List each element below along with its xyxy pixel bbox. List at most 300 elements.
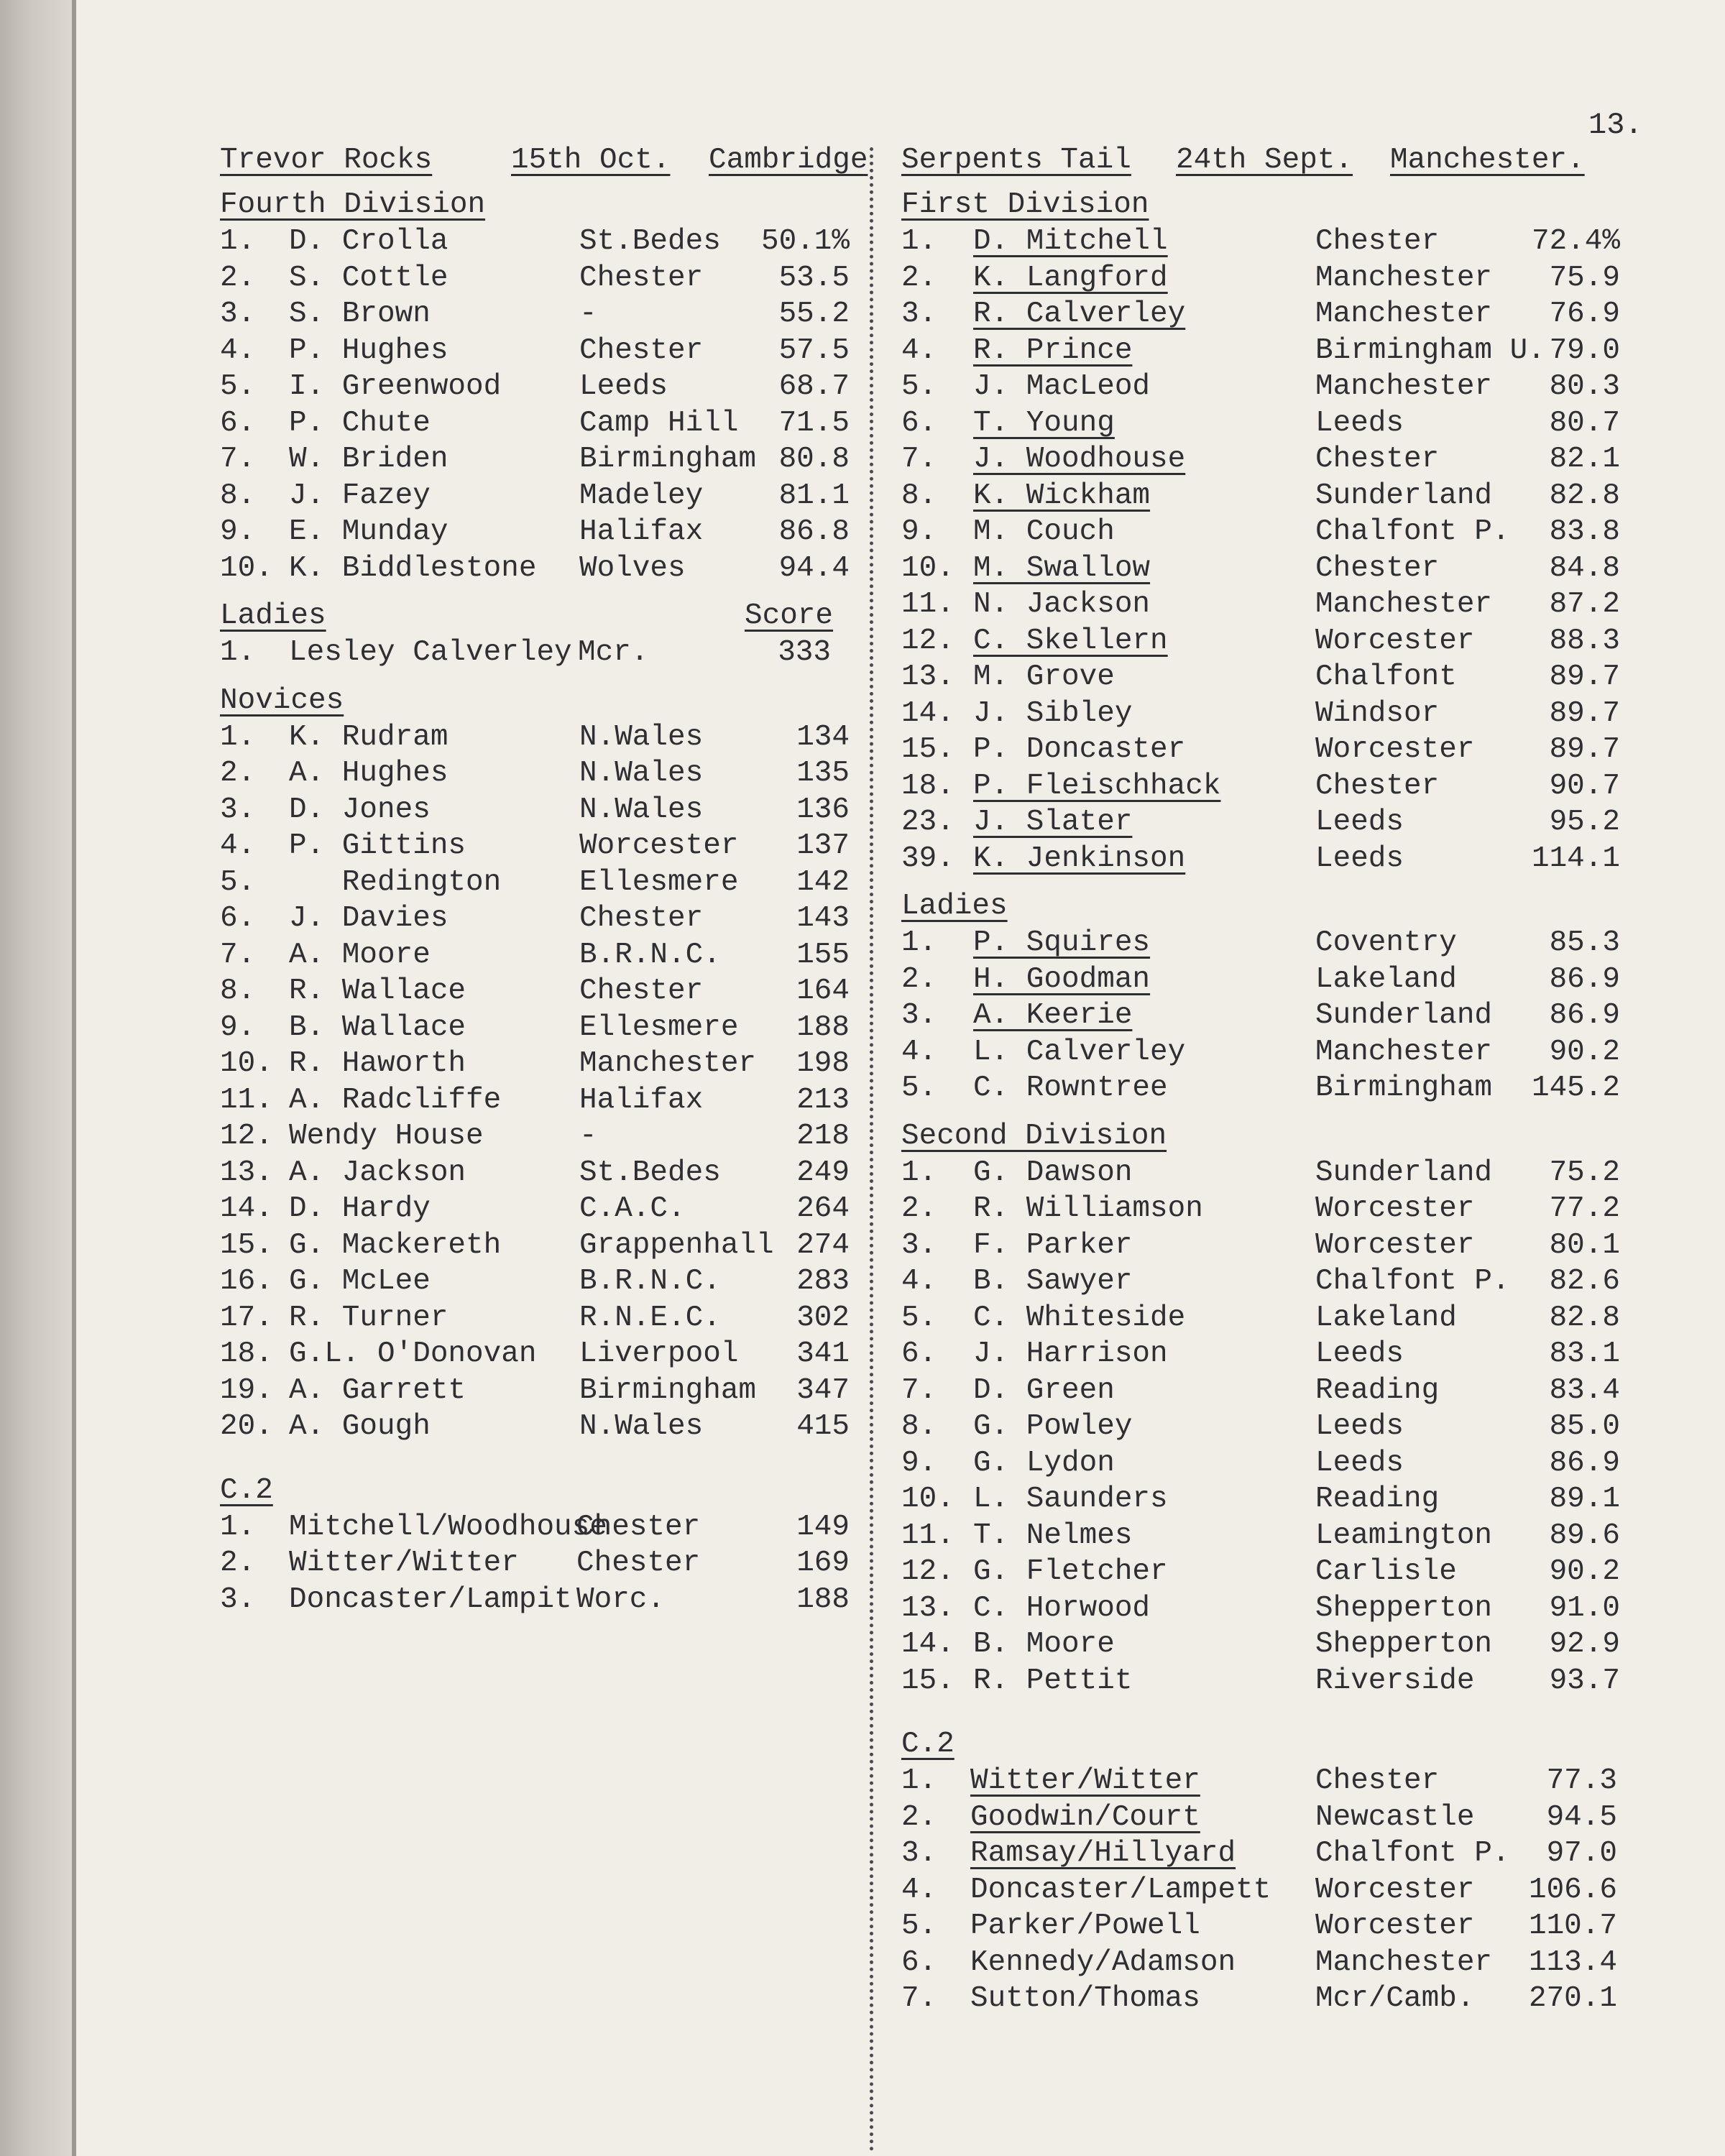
row-pos: 9. (220, 515, 256, 548)
table-row (901, 1835, 1649, 1872)
row-name: Witter/Witter (289, 1547, 519, 1580)
left-column (220, 144, 868, 1618)
right-venue: Serpents Tail (901, 144, 1131, 177)
row-club: Liverpool (579, 1337, 739, 1370)
row-score: 93.7 (1549, 1664, 1620, 1697)
row-pos: 4. (901, 1035, 937, 1069)
row-score: 83.1 (1549, 1337, 1620, 1370)
row-name: Goodwin/Court (970, 1800, 1200, 1834)
first-division-heading: First Division (901, 188, 1149, 221)
row-score: 85.3 (1549, 926, 1620, 959)
row-score: 90.2 (1549, 1035, 1620, 1069)
table-row (220, 550, 860, 587)
row-club: Chester (576, 1547, 701, 1580)
row-pos: 10. (220, 1047, 273, 1080)
row-pos: 6. (220, 902, 256, 935)
table-row (220, 1509, 860, 1546)
row-club: Camp Hill (579, 406, 739, 440)
row-score: 134 (796, 720, 850, 754)
row-pos: 1. (220, 720, 256, 754)
table-row (220, 333, 860, 369)
row-club: St.Bedes (579, 225, 721, 258)
table-row (901, 260, 1649, 297)
row-score: 82.8 (1549, 479, 1620, 512)
row-score: 415 (796, 1410, 850, 1443)
row-club: Reading (1315, 1483, 1440, 1516)
left-date: 15th Oct. (511, 144, 671, 177)
row-name: Parker/Powell (970, 1909, 1200, 1943)
row-score: 82.6 (1549, 1265, 1620, 1298)
row-name: S. Cottle (289, 261, 448, 295)
row-pos: 10. (901, 551, 954, 585)
row-score: 137 (796, 829, 850, 862)
left-venue: Trevor Rocks (220, 144, 433, 177)
row-name: W. Briden (289, 443, 448, 476)
row-club: Chester (579, 975, 704, 1008)
table-row (901, 1800, 1649, 1836)
row-score: 135 (796, 757, 850, 790)
table-row (901, 998, 1649, 1034)
table-row (220, 1373, 860, 1409)
row-score: 89.7 (1549, 660, 1620, 694)
table-row (220, 1263, 860, 1300)
row-score: 149 (796, 1510, 850, 1544)
row-club: Manchester (1315, 588, 1493, 621)
row-name: G. McLee (289, 1265, 431, 1298)
row-name: I. Greenwood (289, 370, 502, 403)
row-pos: 5. (901, 1301, 937, 1335)
table-row (901, 1445, 1649, 1482)
row-score: 77.2 (1549, 1192, 1620, 1225)
row-club: St.Bedes (579, 1156, 721, 1189)
row-name: A. Jackson (289, 1156, 466, 1189)
row-score: 155 (796, 938, 850, 972)
row-pos: 12. (220, 1120, 273, 1153)
row-pos: 19. (220, 1373, 273, 1407)
row-name: J. Sibley (973, 696, 1133, 730)
row-club: Sunderland (1315, 479, 1493, 512)
row-pos: 1. (901, 1764, 937, 1797)
row-pos: 2. (901, 962, 937, 996)
row-score: 145.2 (1531, 1072, 1620, 1105)
row-score: 249 (796, 1156, 850, 1189)
table-row (220, 1336, 860, 1373)
row-score: 90.7 (1549, 769, 1620, 803)
row-name: Doncaster/Lampit (289, 1583, 572, 1616)
row-name: A. Garrett (289, 1373, 466, 1407)
table-row (901, 478, 1649, 515)
table-row (220, 865, 860, 901)
row-name: Kennedy/Adamson (970, 1945, 1236, 1979)
row-pos: 7. (220, 938, 256, 972)
row-name: G.L. O'Donovan (289, 1337, 537, 1370)
row-score: 91.0 (1549, 1591, 1620, 1625)
row-name: J. Fazey (289, 479, 431, 512)
row-name: D. Mitchell (973, 225, 1168, 258)
row-club: Mcr. (578, 636, 649, 669)
row-name: P. Gittins (289, 829, 466, 862)
row-score: 143 (796, 902, 850, 935)
row-pos: 6. (901, 406, 937, 440)
row-club: Reading (1315, 1373, 1440, 1407)
fourth-division-heading: Fourth Division (220, 188, 486, 221)
row-club: Newcastle (1315, 1800, 1475, 1834)
row-club: Chalfont P. (1315, 1265, 1510, 1298)
right-host-club: Manchester. (1390, 144, 1585, 177)
row-pos: 14. (901, 696, 954, 730)
table-row (901, 1263, 1649, 1300)
row-score: 72.4% (1531, 225, 1620, 258)
row-pos: 15. (220, 1228, 273, 1262)
row-name: A. Hughes (289, 757, 448, 790)
table-row (901, 1155, 1649, 1192)
row-pos: 11. (901, 1519, 954, 1552)
table-row (220, 900, 860, 937)
row-club: Shepperton (1315, 1628, 1493, 1661)
row-score: 164 (796, 975, 850, 1008)
row-club: N.Wales (579, 757, 704, 790)
row-score: 84.8 (1549, 551, 1620, 585)
row-name: R. Turner (289, 1301, 448, 1335)
row-pos: 2. (901, 1800, 937, 1834)
row-name: R. Prince (973, 333, 1133, 367)
table-row (220, 296, 860, 333)
row-pos: 8. (901, 1410, 937, 1443)
row-name: J. Slater (973, 806, 1133, 839)
row-score: 80.3 (1549, 370, 1620, 403)
row-pos: 4. (220, 829, 256, 862)
row-score: 57.5 (778, 333, 850, 367)
row-club: Chester (576, 1510, 701, 1544)
row-name: A. Keerie (973, 999, 1133, 1032)
row-name: R. Wallace (289, 975, 466, 1008)
row-name: E. Munday (289, 515, 448, 548)
row-club: B.R.N.C. (579, 1265, 721, 1298)
table-row (901, 841, 1649, 877)
row-name: C. Whiteside (973, 1301, 1186, 1335)
row-name: R. Williamson (973, 1192, 1203, 1225)
row-club: Leeds (1315, 1410, 1404, 1443)
row-club: Birmingham (1315, 1072, 1493, 1105)
row-score: 114.1 (1531, 842, 1620, 875)
row-name: F. Parker (973, 1228, 1133, 1262)
row-club: Chalfont P. (1315, 515, 1510, 548)
table-row (901, 1300, 1649, 1337)
table-row (220, 1046, 860, 1082)
table-row (220, 1155, 860, 1192)
table-row (220, 1582, 860, 1618)
row-club: Birmingham U. (1315, 333, 1545, 367)
table-row (220, 478, 860, 515)
row-pos: 39. (901, 842, 954, 875)
row-score: 110.7 (1528, 1909, 1617, 1943)
table-row (220, 973, 860, 1010)
table-row (220, 937, 860, 974)
row-score: 90.2 (1549, 1555, 1620, 1588)
row-club: Worcester (579, 829, 739, 862)
row-score: 75.2 (1549, 1156, 1620, 1189)
page-fold-line (72, 0, 76, 2156)
row-pos: 1. (901, 926, 937, 959)
row-club: Chester (579, 902, 704, 935)
row-pos: 12. (901, 1555, 954, 1588)
table-row (901, 1590, 1649, 1627)
row-score: 302 (796, 1301, 850, 1335)
row-score: 270.1 (1528, 1982, 1617, 2015)
table-row (901, 1518, 1649, 1554)
right-c2-table (901, 1763, 1649, 2017)
table-row (220, 792, 860, 829)
row-name: K. Jenkinson (973, 842, 1186, 875)
row-pos: 2. (220, 757, 256, 790)
row-name: R. Pettit (973, 1664, 1133, 1697)
row-club: Birmingham (579, 1373, 757, 1407)
row-club: Mcr/Camb. (1315, 1982, 1475, 2015)
table-row (901, 925, 1649, 962)
row-pos: 20. (220, 1410, 273, 1443)
novices-table (220, 719, 860, 1445)
table-row (220, 1545, 860, 1582)
row-score: 83.8 (1549, 515, 1620, 548)
row-score: 53.5 (778, 261, 850, 295)
row-pos: 3. (901, 298, 937, 331)
left-c2-table (220, 1509, 860, 1618)
row-club: Lakeland (1315, 962, 1457, 996)
table-row (901, 1554, 1649, 1590)
row-score: 188 (796, 1583, 850, 1616)
row-pos: 9. (901, 515, 937, 548)
row-club: Halifax (579, 1083, 704, 1117)
row-score: 106.6 (1528, 1873, 1617, 1907)
left-c2-heading: C.2 (220, 1473, 273, 1507)
row-name: B. Wallace (289, 1010, 466, 1044)
row-name: K. Biddlestone (289, 551, 537, 585)
row-name: G. Fletcher (973, 1555, 1168, 1588)
row-score: 85.0 (1549, 1410, 1620, 1443)
table-row (220, 719, 860, 756)
row-pos: 3. (901, 999, 937, 1032)
row-pos: 1. (901, 225, 937, 258)
table-row (901, 296, 1649, 333)
right-date: 24th Sept. (1176, 144, 1353, 177)
table-row (901, 732, 1649, 768)
row-score: 95.2 (1549, 806, 1620, 839)
table-row (901, 1191, 1649, 1227)
row-name: L. Calverley (973, 1035, 1186, 1069)
row-name: D. Crolla (289, 225, 448, 258)
row-score: 80.7 (1549, 406, 1620, 440)
row-pos: 7. (901, 443, 937, 476)
right-ladies-table (901, 925, 1649, 1107)
row-score: 89.1 (1549, 1483, 1620, 1516)
row-club: C.A.C. (579, 1192, 686, 1225)
row-club: Leeds (1315, 806, 1404, 839)
row-name: P. Chute (289, 406, 431, 440)
row-club: Ellesmere (579, 1010, 739, 1044)
row-name: G. Mackereth (289, 1228, 502, 1262)
table-row (220, 1082, 860, 1119)
row-club: B.R.N.C. (579, 938, 721, 972)
table-row (901, 1981, 1649, 2017)
table-row (901, 1763, 1649, 1800)
row-club: Chester (1315, 551, 1440, 585)
row-name: J. Davies (289, 902, 448, 935)
fourth-division-table (220, 224, 860, 586)
row-pos: 8. (901, 479, 937, 512)
row-club: Coventry (1315, 926, 1457, 959)
row-name: Ramsay/Hillyard (970, 1837, 1236, 1870)
row-club: R.N.E.C. (579, 1301, 721, 1335)
row-name: A. Radcliffe (289, 1083, 502, 1117)
left-event-header (220, 144, 868, 187)
row-score: 341 (796, 1337, 850, 1370)
row-name: L. Saunders (973, 1483, 1168, 1516)
row-name: C. Skellern (973, 624, 1168, 658)
table-row (901, 1336, 1649, 1373)
novices-heading: Novices (220, 683, 344, 717)
row-name: B. Sawyer (973, 1265, 1133, 1298)
row-score: 80.1 (1549, 1228, 1620, 1262)
row-club: Chalfont P. (1315, 1837, 1510, 1870)
table-row (220, 369, 860, 405)
row-pos: 7. (220, 443, 256, 476)
row-name: D. Jones (289, 793, 431, 826)
row-club: Worcester (1315, 1228, 1475, 1262)
row-club: Lakeland (1315, 1301, 1457, 1335)
row-score: 142 (796, 865, 850, 899)
row-score: 55.2 (778, 298, 850, 331)
row-score: 86.9 (1549, 999, 1620, 1032)
row-name: J. MacLeod (973, 370, 1151, 403)
row-name: C. Rowntree (973, 1072, 1168, 1105)
row-club: Manchester (1315, 370, 1493, 403)
table-row (901, 441, 1649, 478)
table-row (901, 768, 1649, 805)
row-club: Carlisle (1315, 1555, 1457, 1588)
row-club: Chester (579, 333, 704, 367)
row-score: 136 (796, 793, 850, 826)
left-ladies-table (220, 635, 860, 671)
row-score: 87.2 (1549, 588, 1620, 621)
row-name: G. Lydon (973, 1446, 1115, 1480)
row-pos: 11. (901, 588, 954, 621)
row-club: Windsor (1315, 696, 1440, 730)
row-pos: 9. (901, 1446, 937, 1480)
table-row (901, 696, 1649, 732)
row-club: Leeds (1315, 1446, 1404, 1480)
page-binding-edge (0, 0, 76, 2156)
row-pos: 10. (901, 1483, 954, 1516)
row-name: P. Fleischhack (973, 769, 1221, 803)
row-score: 77.3 (1546, 1764, 1617, 1797)
row-name: A. Moore (289, 938, 431, 972)
row-club: Sunderland (1315, 1156, 1493, 1189)
row-name: N. Jackson (973, 588, 1151, 621)
table-row (901, 1034, 1649, 1071)
row-pos: 1. (220, 225, 256, 258)
table-row (901, 224, 1649, 260)
row-name: G. Powley (973, 1410, 1133, 1443)
row-pos: 6. (901, 1945, 937, 1979)
table-row (901, 1373, 1649, 1409)
row-name: B. Moore (973, 1628, 1115, 1661)
table-row (901, 586, 1649, 623)
row-club: Chester (1315, 769, 1440, 803)
row-name: R. Haworth (289, 1047, 466, 1080)
row-score: 75.9 (1549, 261, 1620, 295)
table-row (220, 1118, 860, 1155)
row-name: P. Hughes (289, 333, 448, 367)
row-name: M. Swallow (973, 551, 1151, 585)
row-score: 264 (796, 1192, 850, 1225)
table-row (220, 1191, 860, 1227)
row-score: 79.0 (1549, 333, 1620, 367)
row-pos: 6. (901, 1337, 937, 1370)
first-division-table (901, 224, 1649, 877)
row-name: M. Couch (973, 515, 1115, 548)
row-pos: 13. (901, 1591, 954, 1625)
row-pos: 5. (901, 370, 937, 403)
row-pos: 7. (901, 1373, 937, 1407)
row-pos: 13. (220, 1156, 273, 1189)
row-name: H. Goodman (973, 962, 1151, 996)
row-pos: 2. (220, 261, 256, 295)
row-pos: 16. (220, 1265, 273, 1298)
right-column (901, 144, 1649, 2017)
row-club: Chester (1315, 443, 1440, 476)
right-event-header (901, 144, 1649, 187)
left-ladies-heading: Ladies (220, 599, 326, 632)
row-club: Birmingham (579, 443, 757, 476)
row-name: P. Doncaster (973, 733, 1186, 766)
row-score: 86.9 (1549, 1446, 1620, 1480)
row-name: Redington (289, 865, 502, 899)
row-pos: 4. (901, 1873, 937, 1907)
table-row (220, 828, 860, 865)
row-pos: 5. (901, 1909, 937, 1943)
row-name: K. Wickham (973, 479, 1151, 512)
row-club: Worcester (1315, 1909, 1475, 1943)
row-name: J. Woodhouse (973, 443, 1186, 476)
score-column-label: Score (745, 599, 834, 632)
row-pos: 5. (901, 1072, 937, 1105)
row-pos: 3. (220, 298, 256, 331)
row-club: N.Wales (579, 720, 704, 754)
row-pos: 15. (901, 1664, 954, 1697)
row-club: Manchester (1315, 298, 1493, 331)
row-pos: 18. (220, 1337, 273, 1370)
right-c2-heading: C.2 (901, 1728, 954, 1761)
row-score: 50.1% (760, 225, 850, 258)
row-pos: 11. (220, 1083, 273, 1117)
table-row (901, 550, 1649, 587)
row-pos: 3. (220, 1583, 256, 1616)
row-name: Mitchell/Woodhouse (289, 1510, 607, 1544)
table-row (901, 1872, 1649, 1909)
row-pos: 3. (220, 793, 256, 826)
row-pos: 4. (901, 1265, 937, 1298)
row-name: K. Langford (973, 261, 1168, 295)
table-row (901, 1945, 1649, 1981)
row-pos: 13. (901, 660, 954, 694)
row-name: M. Grove (973, 660, 1115, 694)
row-score: 92.9 (1549, 1628, 1620, 1661)
table-row (901, 514, 1649, 550)
row-name: Wendy House (289, 1120, 484, 1153)
row-score: 83.4 (1549, 1373, 1620, 1407)
row-score: 347 (796, 1373, 850, 1407)
row-score: 71.5 (778, 406, 850, 440)
